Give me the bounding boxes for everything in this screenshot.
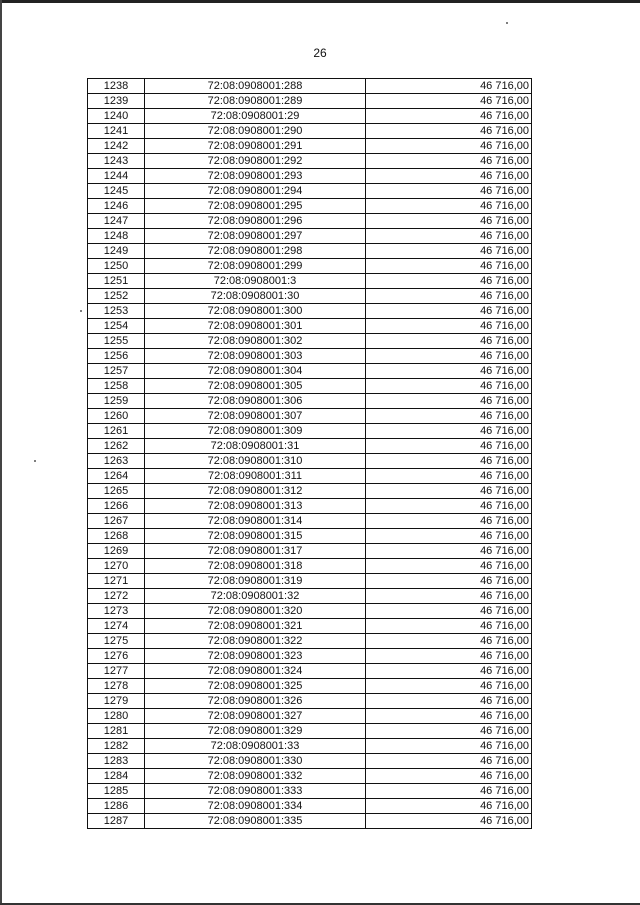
row-number-cell: 1285 (88, 784, 145, 799)
cadastral-value-cell: 46 716,00 (366, 739, 532, 754)
table-row (88, 379, 532, 394)
table-row (88, 514, 532, 529)
table-row (88, 79, 532, 94)
cadastral-value-table (87, 78, 532, 829)
table-row (88, 439, 532, 454)
cadastral-value-cell: 46 716,00 (366, 649, 532, 664)
row-number-cell: 1243 (88, 154, 145, 169)
row-number-cell: 1256 (88, 349, 145, 364)
cadastral-number-cell: 72:08:0908001:296 (145, 214, 366, 229)
row-number-cell: 1252 (88, 289, 145, 304)
table-row (88, 649, 532, 664)
row-number-cell: 1276 (88, 649, 145, 664)
table-row (88, 529, 532, 544)
cadastral-number-cell: 72:08:0908001:324 (145, 664, 366, 679)
cadastral-number-cell: 72:08:0908001:295 (145, 199, 366, 214)
cadastral-value-cell: 46 716,00 (366, 334, 532, 349)
cadastral-number-cell: 72:08:0908001:292 (145, 154, 366, 169)
table-row (88, 154, 532, 169)
cadastral-value-cell: 46 716,00 (366, 529, 532, 544)
row-number-cell: 1264 (88, 469, 145, 484)
cadastral-value-cell: 46 716,00 (366, 94, 532, 109)
row-number-cell: 1271 (88, 574, 145, 589)
cadastral-number-cell: 72:08:0908001:332 (145, 769, 366, 784)
cadastral-number-cell: 72:08:0908001:333 (145, 784, 366, 799)
cadastral-value-cell: 46 716,00 (366, 769, 532, 784)
scan-speck (80, 310, 82, 312)
row-number-cell: 1277 (88, 664, 145, 679)
cadastral-value-cell: 46 716,00 (366, 469, 532, 484)
cadastral-number-cell: 72:08:0908001:301 (145, 319, 366, 334)
table-row (88, 184, 532, 199)
cadastral-number-cell: 72:08:0908001:33 (145, 739, 366, 754)
cadastral-number-cell: 72:08:0908001:311 (145, 469, 366, 484)
row-number-cell: 1251 (88, 274, 145, 289)
table-row (88, 799, 532, 814)
table-row (88, 364, 532, 379)
row-number-cell: 1260 (88, 409, 145, 424)
cadastral-value-cell: 46 716,00 (366, 214, 532, 229)
table-row (88, 424, 532, 439)
cadastral-value-cell: 46 716,00 (366, 154, 532, 169)
table-row (88, 694, 532, 709)
row-number-cell: 1284 (88, 769, 145, 784)
cadastral-number-cell: 72:08:0908001:317 (145, 544, 366, 559)
cadastral-value-cell: 46 716,00 (366, 544, 532, 559)
row-number-cell: 1238 (88, 79, 145, 94)
cadastral-number-cell: 72:08:0908001:304 (145, 364, 366, 379)
page-number: 26 (313, 46, 327, 60)
cadastral-number-cell: 72:08:0908001:319 (145, 574, 366, 589)
cadastral-value-cell: 46 716,00 (366, 79, 532, 94)
row-number-cell: 1267 (88, 514, 145, 529)
row-number-cell: 1258 (88, 379, 145, 394)
cadastral-number-cell: 72:08:0908001:318 (145, 559, 366, 574)
cadastral-value-cell: 46 716,00 (366, 679, 532, 694)
table-row (88, 109, 532, 124)
table-row (88, 634, 532, 649)
cadastral-number-cell: 72:08:0908001:306 (145, 394, 366, 409)
page-left-edge (0, 0, 2, 905)
table-row (88, 769, 532, 784)
cadastral-number-cell: 72:08:0908001:305 (145, 379, 366, 394)
table-row (88, 724, 532, 739)
row-number-cell: 1239 (88, 94, 145, 109)
cadastral-value-cell: 46 716,00 (366, 724, 532, 739)
cadastral-number-cell: 72:08:0908001:300 (145, 304, 366, 319)
row-number-cell: 1287 (88, 814, 145, 829)
cadastral-value-cell: 46 716,00 (366, 619, 532, 634)
cadastral-value-cell: 46 716,00 (366, 499, 532, 514)
table-row (88, 589, 532, 604)
table-row (88, 304, 532, 319)
page-top-edge (0, 0, 640, 3)
cadastral-number-cell: 72:08:0908001:31 (145, 439, 366, 454)
cadastral-value-cell: 46 716,00 (366, 634, 532, 649)
cadastral-value-cell: 46 716,00 (366, 574, 532, 589)
row-number-cell: 1261 (88, 424, 145, 439)
table-row (88, 274, 532, 289)
table-row (88, 469, 532, 484)
cadastral-value-cell: 46 716,00 (366, 349, 532, 364)
table-row (88, 559, 532, 574)
row-number-cell: 1275 (88, 634, 145, 649)
row-number-cell: 1255 (88, 334, 145, 349)
table-row (88, 484, 532, 499)
cadastral-number-cell: 72:08:0908001:330 (145, 754, 366, 769)
row-number-cell: 1283 (88, 754, 145, 769)
row-number-cell: 1279 (88, 694, 145, 709)
cadastral-value-cell: 46 716,00 (366, 784, 532, 799)
cadastral-number-cell: 72:08:0908001:293 (145, 169, 366, 184)
cadastral-value-cell: 46 716,00 (366, 139, 532, 154)
row-number-cell: 1263 (88, 454, 145, 469)
table-row (88, 499, 532, 514)
row-number-cell: 1242 (88, 139, 145, 154)
cadastral-number-cell: 72:08:0908001:313 (145, 499, 366, 514)
row-number-cell: 1248 (88, 229, 145, 244)
table-row (88, 139, 532, 154)
row-number-cell: 1269 (88, 544, 145, 559)
cadastral-number-cell: 72:08:0908001:322 (145, 634, 366, 649)
cadastral-value-cell: 46 716,00 (366, 289, 532, 304)
table-row (88, 739, 532, 754)
row-number-cell: 1247 (88, 214, 145, 229)
row-number-cell: 1245 (88, 184, 145, 199)
cadastral-number-cell: 72:08:0908001:315 (145, 529, 366, 544)
cadastral-value-cell: 46 716,00 (366, 664, 532, 679)
row-number-cell: 1249 (88, 244, 145, 259)
row-number-cell: 1268 (88, 529, 145, 544)
cadastral-number-cell: 72:08:0908001:30 (145, 289, 366, 304)
cadastral-number-cell: 72:08:0908001:329 (145, 724, 366, 739)
table-row (88, 784, 532, 799)
scan-speck (506, 22, 508, 24)
cadastral-value-cell: 46 716,00 (366, 694, 532, 709)
table-row (88, 124, 532, 139)
cadastral-value-cell: 46 716,00 (366, 229, 532, 244)
table-row (88, 259, 532, 274)
cadastral-number-cell: 72:08:0908001:326 (145, 694, 366, 709)
row-number-cell: 1240 (88, 109, 145, 124)
row-number-cell: 1266 (88, 499, 145, 514)
cadastral-value-cell: 46 716,00 (366, 799, 532, 814)
table-row (88, 319, 532, 334)
row-number-cell: 1246 (88, 199, 145, 214)
table-row (88, 604, 532, 619)
table-row (88, 619, 532, 634)
cadastral-value-cell: 46 716,00 (366, 604, 532, 619)
row-number-cell: 1253 (88, 304, 145, 319)
cadastral-value-cell: 46 716,00 (366, 199, 532, 214)
cadastral-value-cell: 46 716,00 (366, 304, 532, 319)
row-number-cell: 1265 (88, 484, 145, 499)
cadastral-value-cell: 46 716,00 (366, 319, 532, 334)
table-row (88, 229, 532, 244)
row-number-cell: 1274 (88, 619, 145, 634)
cadastral-number-cell: 72:08:0908001:325 (145, 679, 366, 694)
cadastral-value-cell: 46 716,00 (366, 559, 532, 574)
row-number-cell: 1259 (88, 394, 145, 409)
cadastral-value-cell: 46 716,00 (366, 274, 532, 289)
row-number-cell: 1244 (88, 169, 145, 184)
cadastral-value-cell: 46 716,00 (366, 364, 532, 379)
cadastral-number-cell: 72:08:0908001:289 (145, 94, 366, 109)
cadastral-value-cell: 46 716,00 (366, 514, 532, 529)
row-number-cell: 1262 (88, 439, 145, 454)
cadastral-number-cell: 72:08:0908001:291 (145, 139, 366, 154)
cadastral-value-cell: 46 716,00 (366, 124, 532, 139)
table-row (88, 289, 532, 304)
row-number-cell: 1241 (88, 124, 145, 139)
cadastral-number-cell: 72:08:0908001:294 (145, 184, 366, 199)
table-row (88, 169, 532, 184)
row-number-cell: 1282 (88, 739, 145, 754)
cadastral-number-cell: 72:08:0908001:3 (145, 274, 366, 289)
cadastral-value-cell: 46 716,00 (366, 109, 532, 124)
row-number-cell: 1250 (88, 259, 145, 274)
table-row (88, 454, 532, 469)
cadastral-number-cell: 72:08:0908001:321 (145, 619, 366, 634)
row-number-cell: 1257 (88, 364, 145, 379)
table-row (88, 679, 532, 694)
cadastral-number-cell: 72:08:0908001:335 (145, 814, 366, 829)
cadastral-value-cell: 46 716,00 (366, 814, 532, 829)
cadastral-value-cell: 46 716,00 (366, 589, 532, 604)
table-row (88, 349, 532, 364)
cadastral-value-cell: 46 716,00 (366, 709, 532, 724)
table-row (88, 814, 532, 829)
table-row (88, 709, 532, 724)
cadastral-value-cell: 46 716,00 (366, 394, 532, 409)
cadastral-value-cell: 46 716,00 (366, 259, 532, 274)
row-number-cell: 1272 (88, 589, 145, 604)
table-row (88, 94, 532, 109)
cadastral-number-cell: 72:08:0908001:299 (145, 259, 366, 274)
row-number-cell: 1280 (88, 709, 145, 724)
row-number-cell: 1278 (88, 679, 145, 694)
cadastral-number-cell: 72:08:0908001:303 (145, 349, 366, 364)
table-row (88, 664, 532, 679)
table-row (88, 754, 532, 769)
cadastral-number-cell: 72:08:0908001:323 (145, 649, 366, 664)
scan-speck (34, 460, 36, 462)
cadastral-number-cell: 72:08:0908001:327 (145, 709, 366, 724)
table-row (88, 334, 532, 349)
cadastral-value-cell: 46 716,00 (366, 484, 532, 499)
cadastral-number-cell: 72:08:0908001:320 (145, 604, 366, 619)
cadastral-number-cell: 72:08:0908001:297 (145, 229, 366, 244)
row-number-cell: 1254 (88, 319, 145, 334)
cadastral-number-cell: 72:08:0908001:302 (145, 334, 366, 349)
cadastral-value-cell: 46 716,00 (366, 454, 532, 469)
cadastral-number-cell: 72:08:0908001:309 (145, 424, 366, 439)
table-body (88, 79, 532, 829)
cadastral-number-cell: 72:08:0908001:290 (145, 124, 366, 139)
cadastral-number-cell: 72:08:0908001:288 (145, 79, 366, 94)
cadastral-value-cell: 46 716,00 (366, 424, 532, 439)
cadastral-value-cell: 46 716,00 (366, 379, 532, 394)
cadastral-value-cell: 46 716,00 (366, 409, 532, 424)
row-number-cell: 1273 (88, 604, 145, 619)
cadastral-number-cell: 72:08:0908001:312 (145, 484, 366, 499)
cadastral-value-cell: 46 716,00 (366, 169, 532, 184)
table-row (88, 574, 532, 589)
cadastral-value-cell: 46 716,00 (366, 244, 532, 259)
cadastral-number-cell: 72:08:0908001:307 (145, 409, 366, 424)
table-row (88, 214, 532, 229)
cadastral-number-cell: 72:08:0908001:32 (145, 589, 366, 604)
cadastral-number-cell: 72:08:0908001:310 (145, 454, 366, 469)
cadastral-value-cell: 46 716,00 (366, 439, 532, 454)
cadastral-value-cell: 46 716,00 (366, 184, 532, 199)
cadastral-number-cell: 72:08:0908001:334 (145, 799, 366, 814)
table-row (88, 199, 532, 214)
cadastral-number-cell: 72:08:0908001:298 (145, 244, 366, 259)
cadastral-number-cell: 72:08:0908001:29 (145, 109, 366, 124)
row-number-cell: 1270 (88, 559, 145, 574)
table-row (88, 544, 532, 559)
cadastral-number-cell: 72:08:0908001:314 (145, 514, 366, 529)
cadastral-value-cell: 46 716,00 (366, 754, 532, 769)
table-row (88, 409, 532, 424)
table-row (88, 244, 532, 259)
row-number-cell: 1281 (88, 724, 145, 739)
row-number-cell: 1286 (88, 799, 145, 814)
table-row (88, 394, 532, 409)
